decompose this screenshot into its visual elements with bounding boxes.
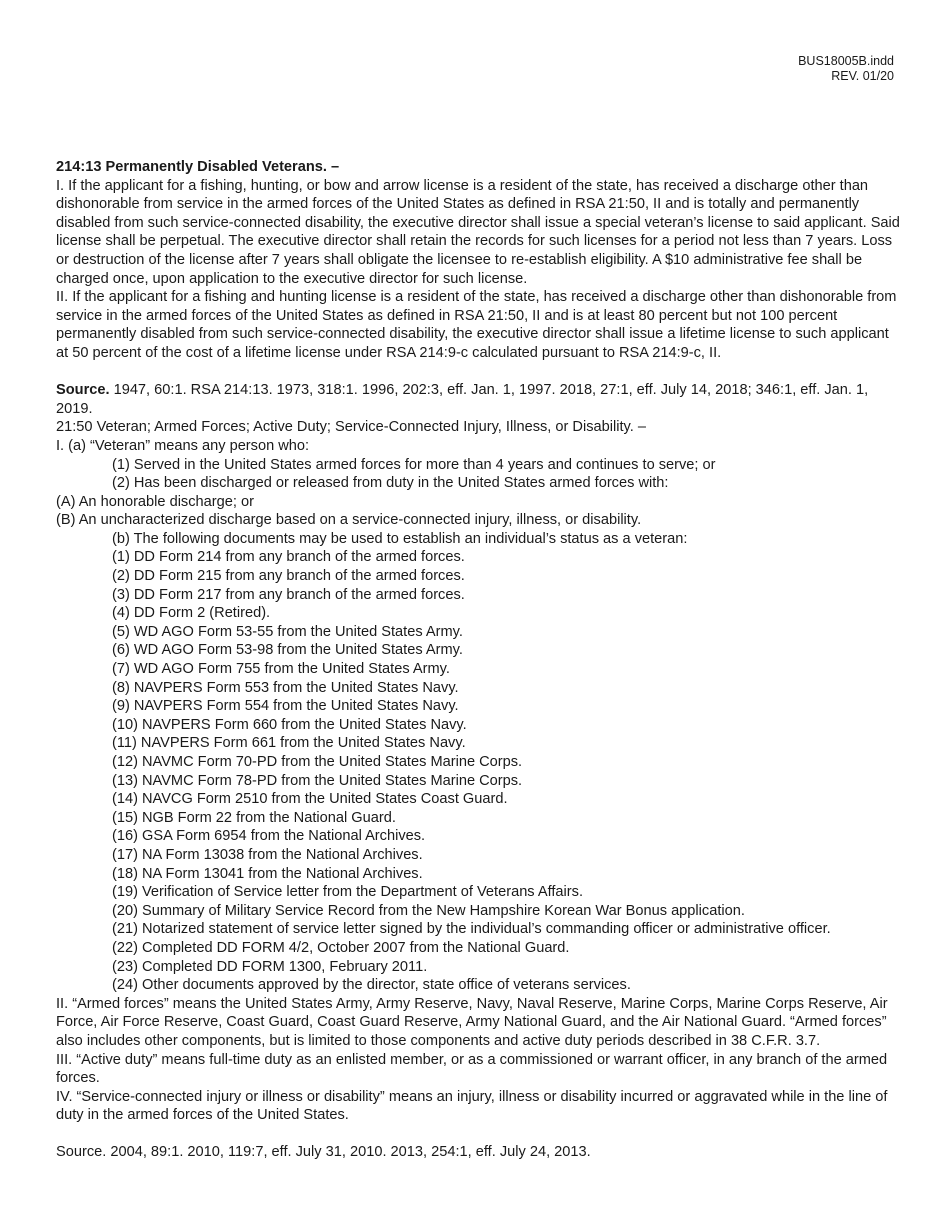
- document-list-item: (15) NGB Form 22 from the National Guard.: [112, 809, 396, 826]
- spacer: [56, 363, 901, 382]
- discharge-type-b: (B) An uncharacterized discharge based on a service-connected injury, illness, or disability.: [56, 512, 642, 529]
- documents-list: [56, 548, 901, 994]
- document-list-item: (7) WD AGO Form 755 from the United States Army.: [112, 661, 450, 678]
- document-list-item: (2) DD Form 215 from any branch of the armed forces.: [112, 568, 465, 585]
- section-214-13-title: 214:13 Permanently Disabled Veterans. –: [56, 159, 340, 175]
- document-list-item: (21) Notarized statement of service letter signed by the individual’s commanding officer or administrative officer.: [112, 921, 831, 938]
- armed-forces-definition: II. “Armed forces” means the United States Army, Army Reserve, Navy, Naval Reserve, Marine Corps, Marine Corps Reserve, Air Force, Air Force Reserve, Coast Guard, Coast Guard Reserve, Army National Guard, and the Air National Guard. “Armed forces” also includes other components, but is limited to those components and active duty periods described in 38 C.F.R. 3.7.: [56, 995, 888, 1049]
- active-duty-definition: III. “Active duty” means full-time duty as an enlisted member, or as a commissioned or warrant officer, in any branch of the armed forces.: [56, 1051, 888, 1087]
- document-list-item: (24) Other documents approved by the director, state office of veterans services.: [112, 977, 631, 994]
- document-list-item: (6) WD AGO Form 53-98 from the United States Army.: [112, 642, 463, 659]
- document-list-item: (9) NAVPERS Form 554 from the United States Navy.: [112, 698, 459, 715]
- document-list-item: (3) DD Form 217 from any branch of the armed forces.: [112, 586, 465, 603]
- section-21-50-source: Source. 2004, 89:1. 2010, 119:7, eff. July 31, 2010. 2013, 254:1, eff. July 24, 2013.: [56, 1144, 591, 1161]
- section-214-13-para-i: I. If the applicant for a fishing, hunting, or bow and arrow license is a resident of the state, has received a discharge other than dishonorable from service in the armed forces of the United States as defined in RSA 21:50, II and is totally and permanently disabled from such service-connected disability, the executive director shall issue a special veteran’s license to said applicant. Said license shall be perpetual. The executive director shall retain the records for such licenses for a period not less than 7 years. Loss or destruction of the license after 7 years shall obligate the licensee to re-establish eligibility. A $10 administrative fee shall be charged once, upon application to the executive director for such license.: [56, 177, 900, 287]
- document-list-item: (4) DD Form 2 (Retired).: [112, 605, 271, 622]
- document-list-item: (5) WD AGO Form 53-55 from the United States Army.: [112, 623, 463, 640]
- veteran-criterion-1: (1) Served in the United States armed forces for more than 4 years and continues to serve; or: [112, 456, 716, 473]
- document-list-item: (22) Completed DD FORM 4/2, October 2007 from the National Guard.: [112, 939, 570, 956]
- document-list-item: (14) NAVCG Form 2510 from the United States Coast Guard.: [112, 791, 508, 808]
- spacer: [56, 1125, 901, 1144]
- document-list-item: (18) NA Form 13041 from the National Archives.: [112, 865, 423, 882]
- revision-date: REV. 01/20: [831, 69, 894, 83]
- document-list-item: (13) NAVMC Form 78-PD from the United States Marine Corps.: [112, 772, 523, 789]
- discharge-type-a: (A) An honorable discharge; or: [56, 493, 254, 510]
- document-list-item: (20) Summary of Military Service Record from the New Hampshire Korean War Bonus application.: [112, 902, 745, 919]
- veteran-definition: I. (a) “Veteran” means any person who:: [56, 437, 310, 454]
- section-214-13-para-ii: II. If the applicant for a fishing and hunting license is a resident of the state, has received a discharge other than dishonorable from service in the armed forces of the United States as defined in RSA 21:50, II and is at least 80 percent but not 100 percent permanently disabled from such service-connected disability, the executive director shall issue a lifetime license to such applicant at 50 percent of the cost of a lifetime license under RSA 214:9-c calculated pursuant to RSA 214:9-c, II.: [56, 289, 897, 361]
- section-214-13-source: [56, 381, 901, 418]
- documents-intro: (b) The following documents may be used to establish an individual’s status as a veteran:: [112, 530, 688, 547]
- document-list-item: (1) DD Form 214 from any branch of the armed forces.: [112, 549, 465, 566]
- document-list-item: (10) NAVPERS Form 660 from the United States Navy.: [112, 716, 467, 733]
- source-label: Source.: [56, 382, 110, 399]
- service-connected-definition: IV. “Service-connected injury or illness or disability” means an injury, illness or disability incurred or aggravated while in the line of duty in the armed forces of the United States.: [56, 1088, 888, 1124]
- source-text: 1947, 60:1. RSA 214:13. 1973, 318:1. 1996, 202:3, eff. Jan. 1, 1997. 2018, 27:1, eff. July 14, 2018; 346:1, eff. Jan. 1, 2019.: [56, 382, 869, 417]
- document-list-item: (11) NAVPERS Form 661 from the United States Navy.: [112, 735, 466, 752]
- document-list-item: (8) NAVPERS Form 553 from the United States Navy.: [112, 679, 459, 696]
- document-list-item: (23) Completed DD FORM 1300, February 2011.: [112, 958, 428, 975]
- document-body: [56, 158, 901, 1162]
- veteran-criterion-2: (2) Has been discharged or released from duty in the United States armed forces with:: [112, 475, 669, 492]
- document-list-item: (17) NA Form 13038 from the National Archives.: [112, 846, 423, 863]
- document-header: [798, 54, 894, 84]
- document-list-item: (19) Verification of Service letter from the Department of Veterans Affairs.: [112, 884, 584, 901]
- document-list-item: (12) NAVMC Form 70-PD from the United States Marine Corps.: [112, 754, 523, 770]
- file-name: BUS18005B.indd: [798, 54, 894, 68]
- document-list-item: (16) GSA Form 6954 from the National Archives.: [112, 828, 426, 845]
- section-21-50-title: 21:50 Veteran; Armed Forces; Active Duty; Service-Connected Injury, Illness, or Disability. –: [56, 419, 646, 436]
